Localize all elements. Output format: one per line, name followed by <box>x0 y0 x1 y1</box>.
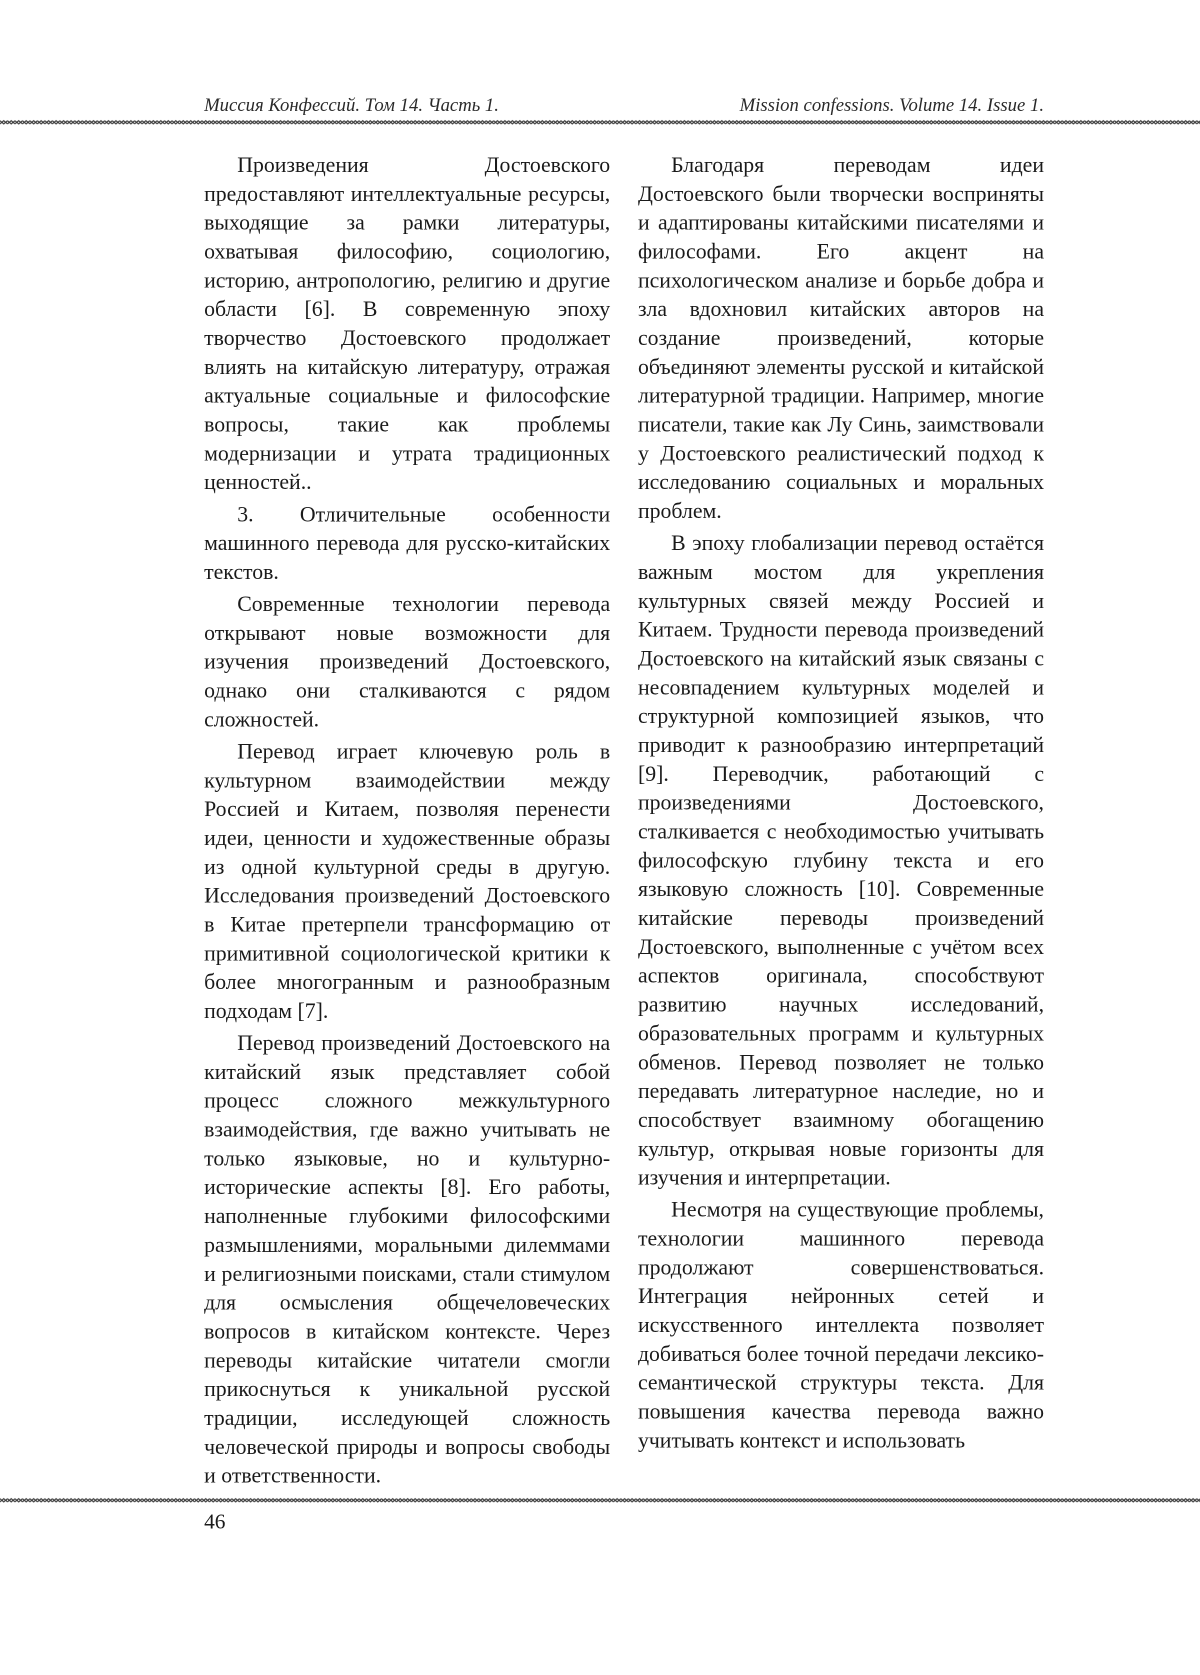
paragraph: В эпоху глобализации перевод остаётся важным мостом для укрепления культурных связей между Россией и Китаем. Трудности перевода произведений Достоевского на китайский язык связаны с несовпадением культурных моделей и структурной композицией языков, что приводит к разнообразию интерпретаций [9]. Переводчик, работающий с произведениями Достоевского, сталкивается с необходимостью учитывать философскую глубину текста и его языковую сложность [10]. Современные китайские переводы произведений Достоевского, выполненные с учётом всех аспектов оригинала, способствуют развитию научных исследований, образовательных программ и культурных обменов. Перевод позволяет не только передавать литературное наследие, но и способствует взаимному обогащению культур, открывая новые горизонты для изучения и интерпретации. <box>637 531 1045 1190</box>
paragraph: Благодаря переводам идеи Достоевского были творчески восприняты и адаптированы китайскими писателями и философами. Его акцент на психологическом анализе и борьбе добра и зла вдохновил китайских авторов на создание произведений, которые объединяют элементы русской и китайской литературной традиции. Например, многие писатели, такие как Лу Синь, заимствовали у Достоевского реалистический подход к исследованию социальных и моральных проблем. <box>637 153 1045 524</box>
paragraph: Перевод произведений Достоевского на китайский язык представляет собой процесс сложного межкультурного взаимодействия, где важно учитывать не только языковые, но и культурно-исторические аспекты [8]. Его работы, наполненные глубокими философскими размышлениями, моральными дилеммами и религиозными поисками, стали стимулом для осмысления общечеловеческих вопросов в китайском контексте. Через переводы китайские читатели смогли прикоснуться к уникальной русской традиции, исследующей сложность человеческой природы и вопросы свободы и ответственности. <box>204 1031 611 1489</box>
right-text-column <box>638 152 1044 1459</box>
paragraph: Современные технологии перевода открывают новые возможности для изучения произведений Достоевского, однако они сталкиваются с рядом сложностей. <box>204 592 611 732</box>
running-head-right: Mission confessions. Volume 14. Issue 1. <box>739 94 1045 116</box>
ornamental-rule-top <box>0 118 1200 129</box>
paragraph: Перевод играет ключевую роль в культурном взаимодействии между Россией и Китаем, позволяя перенести идеи, ценности и художественные образы из одной культурной среды в другую. Исследования произведений Достоевского в Китае претерпели трансформацию от примитивной социологической критики к более многогранным и разнообразным подходам [7]. <box>204 740 611 1024</box>
paragraph: Несмотря на существующие проблемы, технологии машинного перевода продолжают совершенствоваться. Интеграция нейронных сетей и искусственного интеллекта позволяет добиваться более точной передачи лексико-семантической структуры текста. Для повышения качества перевода важно учитывать контекст и использовать <box>637 1198 1045 1453</box>
left-text-column <box>204 152 610 1495</box>
section-heading: 3. Отличительные особенности машинного перевода для русско-китайских текстов. <box>204 503 611 585</box>
running-head-left: Миссия Конфессий. Том 14. Часть 1. <box>204 94 499 116</box>
ornamental-rule-bottom <box>0 1495 1200 1506</box>
page-number: 46 <box>204 1510 226 1534</box>
paragraph: Произведения Достоевского предоставляют интеллектуальные ресурсы, выходящие за рамки литературы, охватывая философию, социологию, историю, антропологию, религию и другие области [6]. В современную эпоху творчество Достоевского продолжает влиять на китайскую литературу, отражая актуальные социальные и философские вопросы, такие как проблемы модернизации и утрата традиционных ценностей.. <box>204 153 611 495</box>
